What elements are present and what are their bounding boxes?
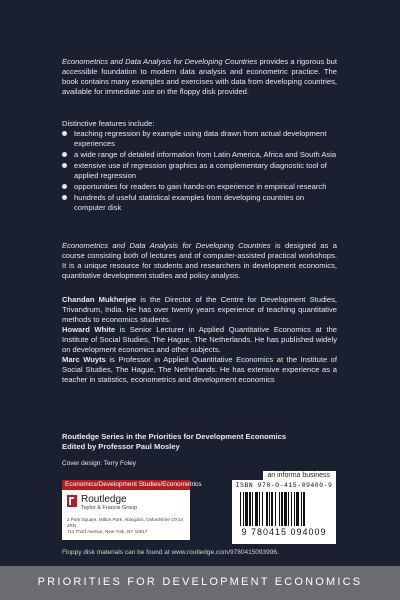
- barcode-number: 9 780415 094009: [241, 527, 327, 537]
- isbn-text: ISBN 978-0-415-09400-9: [235, 482, 333, 489]
- list-item: [62, 129, 337, 149]
- author-name: Chandan Mukherjee: [62, 295, 137, 304]
- address-line: 711 Third Avenue, New York, NY 10017: [67, 529, 148, 534]
- category-bar: Economics/Development Studies/Econometrics: [62, 480, 190, 490]
- series-title: Routledge Series in the Priorities for Development Economics: [62, 432, 287, 441]
- barcode-stripe: [255, 492, 258, 526]
- informa-label: an informa business: [263, 471, 336, 480]
- barcode-stripe: [252, 492, 253, 526]
- barcode-stripe: [245, 492, 248, 526]
- features-title: Distinctive features include:: [62, 119, 155, 128]
- barcode-stripe: [284, 492, 287, 526]
- routledge-logo-icon: [67, 495, 77, 507]
- author-bio: [62, 325, 337, 355]
- series-info: [62, 432, 337, 452]
- series-editor: Edited by Professor Paul Mosley: [62, 442, 180, 451]
- bullet-icon: [62, 163, 67, 168]
- publisher-block: [62, 490, 190, 540]
- author-bio-text: is Professor in Applied Quantitative Economics at the Institute of Social Studies, The Hague, The Netherlands. He has extensive experience as a teacher in statistics, econometrics and development economics: [62, 355, 337, 384]
- isbn-barcode: [232, 480, 336, 544]
- publisher-subtitle: Taylor & Francis Group: [81, 505, 138, 511]
- address-line: 2 Park Square, Milton Park, Abingdon, Oxfordshire OX14 4RN: [67, 517, 183, 528]
- barcode-stripe: [240, 492, 241, 526]
- author-bio: [62, 295, 337, 325]
- barcode-stripe: [294, 492, 295, 526]
- bullet-icon: [62, 195, 67, 200]
- list-item: [62, 161, 337, 181]
- author-name: Howard White: [62, 325, 116, 334]
- list-item: [62, 150, 337, 160]
- book-title-italic: Econometrics and Data Analysis for Developing Countries: [62, 241, 271, 250]
- barcode-stripe: [303, 492, 305, 526]
- barcode-stripe: [296, 492, 299, 526]
- intro-text: provides a rigorous but accessible foundation to modern data analysis and econometric practice. The book contains many examples and exercises with data from developing countries, available for immediate use on the floppy disk provided.: [62, 57, 337, 96]
- barcode-stripe: [271, 492, 273, 526]
- floppy-note: Floppy disk materials can be found at www.routledge.com/9780415093996.: [62, 549, 279, 556]
- barcode-stripe: [301, 492, 302, 526]
- barcode-stripe: [291, 492, 292, 526]
- bullet-icon: [62, 131, 67, 136]
- features-list: [62, 129, 337, 214]
- barcode-icon: [240, 492, 328, 526]
- barcode-stripe: [281, 492, 283, 526]
- feature-text: opportunities for readers to gain hands-on experience in empirical research: [74, 182, 327, 191]
- author-bios: [62, 295, 337, 385]
- book-title-italic: Econometrics and Data Analysis for Developing Countries: [62, 57, 258, 66]
- barcode-stripe: [275, 492, 276, 526]
- barcode-stripe: [249, 492, 251, 526]
- series-banner: [0, 566, 400, 600]
- series-banner-text: PRIORITIES FOR DEVELOPMENT ECONOMICS: [37, 576, 363, 588]
- author-bio-text: is the Director of the Centre for Development Studies, Trivandrum, India. He has over twenty years experience of teaching quantitative methods to economics students.: [62, 295, 338, 324]
- bullet-icon: [62, 184, 67, 189]
- publisher-address: [67, 517, 189, 535]
- description-paragraph: [62, 241, 337, 281]
- barcode-stripe: [288, 492, 289, 526]
- list-item: [62, 182, 337, 192]
- barcode-stripe: [259, 492, 260, 526]
- barcode-stripe: [266, 492, 268, 526]
- bullet-icon: [62, 152, 67, 157]
- barcode-stripe: [262, 492, 263, 526]
- cover-credit: Cover design: Terry Foley: [62, 460, 136, 467]
- author-name: Marc Wuyts: [62, 355, 106, 364]
- feature-text: teaching regression by example using data drawn from actual development experiences: [74, 129, 327, 148]
- feature-text: extensive use of regression graphics as a complementary diagnostic tool of applied regression: [74, 161, 327, 180]
- publisher-name: Routledge: [81, 494, 127, 505]
- barcode-stripe: [269, 492, 270, 526]
- barcode-stripe: [243, 492, 244, 526]
- author-bio-text: is Senior Lecturer in Applied Quantitative Economics at the Institute of Social Studies, The Hague, The Netherlands. He has published widely on development economics and other subjects.: [62, 325, 338, 354]
- description-text: is designed as a course consisting both of lectures and of computer-assisted practical workshops. It is a unique resource for students and researchers in development economics, quantitative development studies and policy analysis.: [62, 241, 337, 280]
- barcode-stripe: [279, 492, 280, 526]
- list-item: [62, 193, 337, 213]
- feature-text: hundreds of useful statistical examples from developing countries on computer disk: [74, 193, 305, 212]
- intro-paragraph: [62, 57, 337, 97]
- feature-text: a wide range of detailed information from Latin America, Africa and South Asia: [74, 150, 337, 159]
- author-bio: [62, 355, 337, 385]
